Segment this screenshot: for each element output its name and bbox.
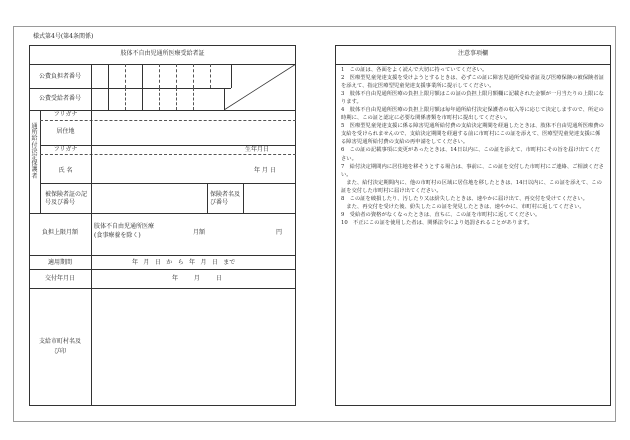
note-item: 10 不正にこの証を使用した者は、関係法令により処罰されることがあります。 bbox=[341, 219, 533, 226]
note-item: 2 医療型児童発達支援を受けようとするときは、必ずこの証に障害児通所受給者証及び医療保険の被保険者証を添えて、指定医療型児童発達支援事業所に提示してください。 bbox=[341, 75, 604, 90]
monthly-limit-desc: 肢体不自由児通所医療(食事療養を除く) bbox=[94, 223, 155, 239]
residence-label: 居住地 bbox=[56, 128, 75, 135]
note-item: また、給付決定期間内に、他の市町村の区域に居住地を移したときは、14日以内に、この証を添えて、この証を交付した市町村に届け出てください。 bbox=[341, 179, 602, 194]
form-number-label: 様式第4号(第4条関係) bbox=[33, 33, 94, 40]
insured-card-label: 被保険者証の記号及び番号 bbox=[45, 191, 88, 206]
city-seal-field[interactable] bbox=[92, 289, 295, 405]
notes-list bbox=[341, 66, 605, 227]
residence-field[interactable] bbox=[92, 121, 295, 143]
furigana-residence: フリガナ bbox=[53, 111, 78, 118]
note-item: 9 受給者の資格がなくなったときは、直ちに、この証を市町村に返してください。 bbox=[341, 211, 541, 218]
yen-unit: 円 bbox=[276, 229, 283, 236]
insurer-field[interactable] bbox=[244, 184, 295, 212]
insured-card-field[interactable] bbox=[92, 184, 207, 212]
note-item: 5 医療型児童発達支援に係る障害児通所給付費の支給決定期間を経過したときは、肢体不自由児通所医療費の支給を受けられませんので、支給決定期間を経過する前に市町村にこの証を添えて、医療型児童発達支援に係る障害児通所給付費の支給の再申請をしてください。 bbox=[341, 123, 604, 146]
monthly-amount-field[interactable] bbox=[210, 220, 283, 242]
note-item: 6 この証の記載事項に変更があったときは、14日以内に、この証を添えて、市町村にその旨を届け出てください。 bbox=[341, 147, 600, 162]
note-item: 4 肢体不自由児通所医療の負担上限月額は毎年通所給付決定保護者の収入等に応じて決定しますので、所定の時期に、この証と認定に必要な関係書類を市町村に提出してください。 bbox=[341, 107, 604, 122]
issue-date-value: 年 月 日 bbox=[172, 275, 222, 282]
note-item: 1 この証は、各面をよく読んで大切に持っていてください。 bbox=[341, 67, 488, 73]
name-label: 氏 名 bbox=[58, 167, 73, 174]
diagonal-slash bbox=[224, 64, 296, 110]
insurer-label: 保険者名及び番号 bbox=[210, 191, 241, 206]
monthly-limit-label: 負担上限月額 bbox=[41, 229, 78, 236]
issue-date-label: 交付年月日 bbox=[44, 275, 75, 282]
certificate-title: 肢体不自由児通所医療受給者証 bbox=[120, 50, 205, 57]
furigana-name: フリガナ bbox=[53, 146, 78, 153]
note-item: 7 給付決定期間内に居住地を移そうとする場合は、事前に、この証を交付した市町村にご連絡、ご相談ください。 bbox=[341, 163, 604, 178]
name-field[interactable] bbox=[92, 155, 232, 182]
public-payer-label: 公費負担者番号 bbox=[38, 73, 81, 80]
note-item: また、再交付を受けた後、紛失したこの証を発見したときは、速やかに、市町村に返してください。 bbox=[341, 203, 585, 210]
city-label: 支給市町村名及び印 bbox=[38, 338, 81, 355]
notes-title: 注意事項欄 bbox=[457, 50, 488, 57]
birth-date-label: 生年月日 bbox=[245, 146, 270, 153]
monthly-amount-label: 月額 bbox=[193, 229, 206, 236]
guardian-vertical-label: 通所給付決定保護者 bbox=[31, 123, 38, 180]
public-recipient-label: 公費受給者番号 bbox=[38, 95, 81, 102]
birth-date-value: 年 月 日 bbox=[254, 167, 276, 174]
period-value: 年 月 日 か ら 年 月 日 まで bbox=[132, 259, 236, 266]
period-label: 適用期間 bbox=[47, 259, 72, 266]
public-recipient-number-field[interactable] bbox=[92, 89, 224, 109]
note-item: 8 この証を破損したり、汚したり又は紛失したときは、速やかに届け出て、再交付を受けてください。 bbox=[341, 195, 588, 202]
note-item: 3 肢体不自由児通所医療の負担上限月額はこの証の負担上限月額欄に記載された金額が一月当たりの上限になります。 bbox=[341, 91, 604, 106]
